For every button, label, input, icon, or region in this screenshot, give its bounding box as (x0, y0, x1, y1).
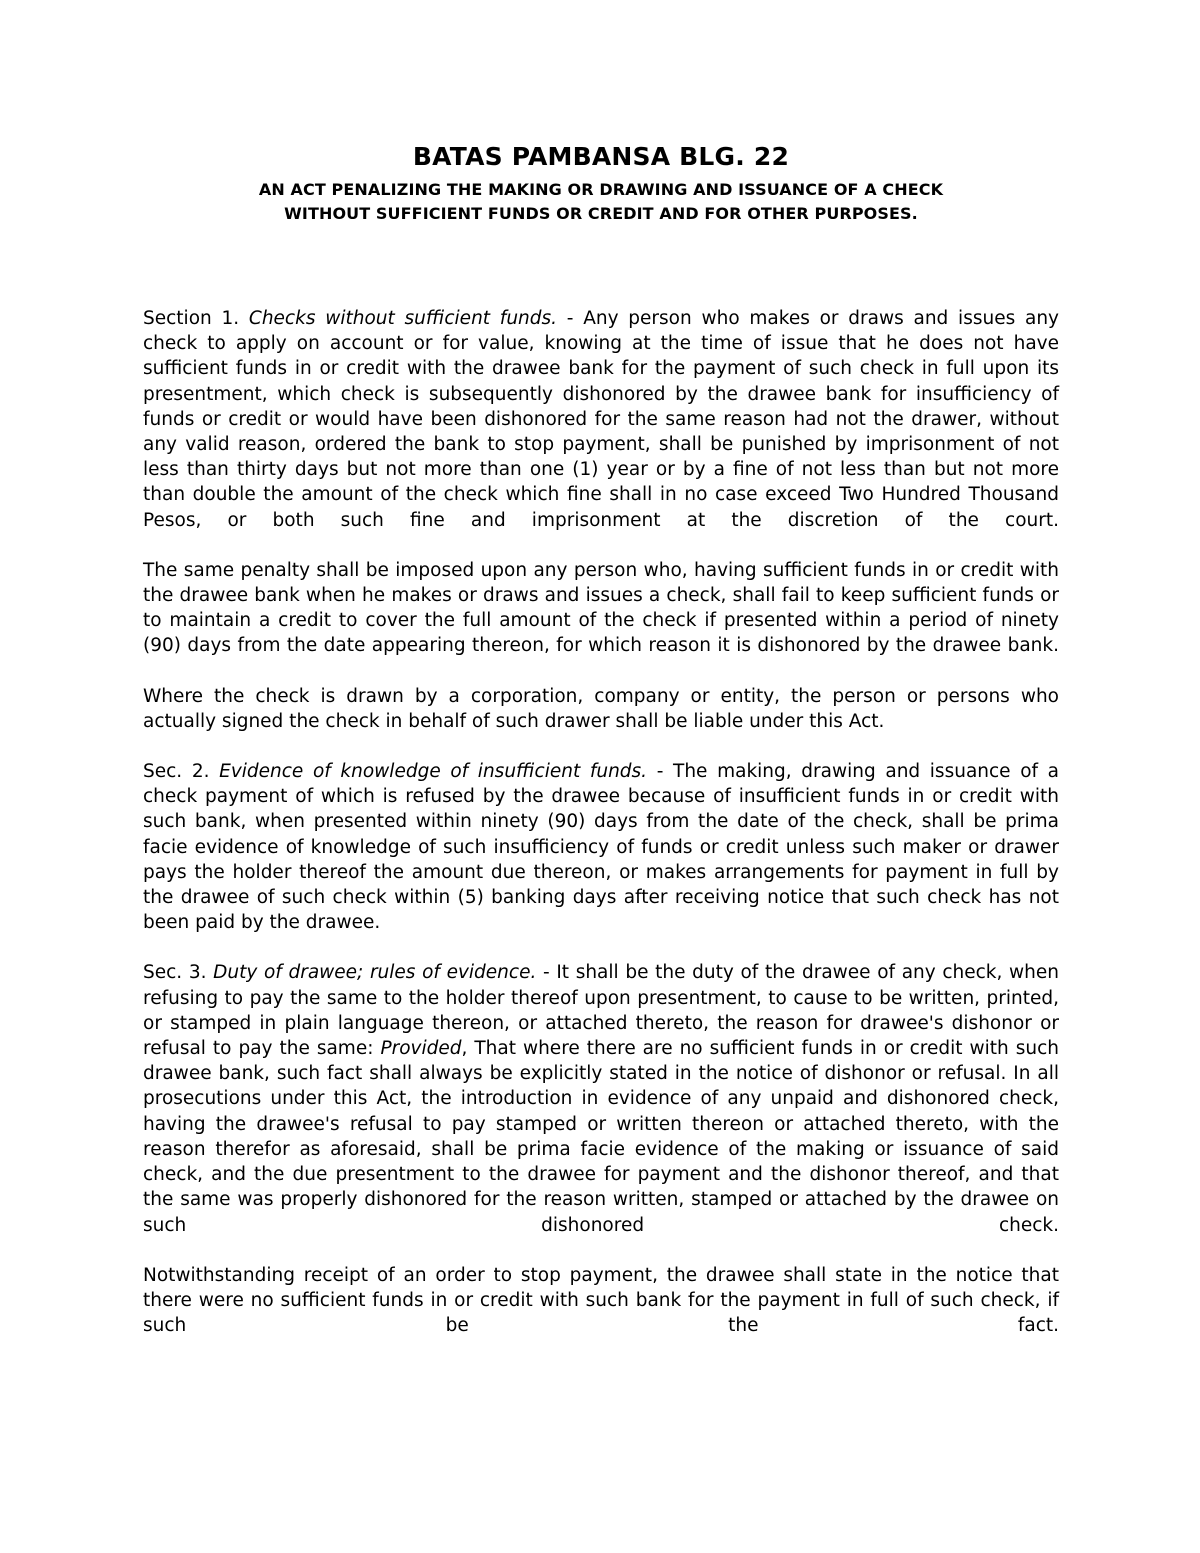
section-1-heading: Checks without sufficient funds. (248, 308, 558, 329)
section-3-paragraph-2: Notwithstanding receipt of an order to stop payment, the drawee shall state in the notice that there were no sufficient funds in or credit with such bank for the payment in full of such check, if such be the fact. (143, 1264, 1059, 1337)
section-3-paragraph (143, 960, 1059, 1237)
section-1-label: Section 1. (143, 308, 249, 329)
document-page (143, 140, 1059, 1363)
section-1-paragraph-3: Where the check is drawn by a corporation, company or entity, the person or persons who actually signed the check in behalf of such drawer shall be liable under this Act. (143, 685, 1059, 732)
section-3-label: Sec. 3. (143, 962, 214, 984)
section-3-proviso: Provided (380, 1038, 462, 1060)
section-2-heading: Evidence of knowledge of insufficient funds. (219, 761, 648, 783)
section-1-text: - Any person who makes or draws and issues any check to apply on account or for value, knowing at the time of issue that he does not have sufficient funds in or credit with the drawee bank for the payment of such check in full upon its presentment, which check is subsequently dishonored by the drawee bank for insufficiency of funds or credit or would have been dishonored for the same reason had not the drawer, without any valid reason, ordered the bank to stop payment, shall be punished by imprisonment of not less than thirty days but not more than one (1) year or by a fine of not less than but not more than double the amount of the check which fine shall in no case exceed Two Hundred Thousand Pesos, or both such fine and imprisonment at the discretion of the court. (143, 308, 1059, 531)
section-1-paragraph (143, 306, 1059, 533)
section-2-paragraph (143, 759, 1059, 935)
section-2-text: - The making, drawing and issuance of a check payment of which is refused by the drawee because of insufficient funds in or credit with such bank, when presented within ninety (90) days from the date of the check, shall be prima facie evidence of knowledge of such insufficiency of funds or credit unless such maker or drawer pays the holder thereof the amount due thereon, or makes arrangements for payment in full by the drawee of such check within (5) banking days after receiving notice that such check has not been paid by the drawee. (143, 761, 1060, 934)
section-1-paragraph-2: The same penalty shall be imposed upon any person who, having sufficient funds in or credit with the drawee bank when he makes or draws and issues a check, shall fail to keep sufficient funds or to maintain a credit to cover the full amount of the check if presented within a period of ninety (90) days from the date appearing thereon, for which reason it is dishonored by the drawee bank. (143, 559, 1059, 657)
document-subtitle-line-2: WITHOUT SUFFICIENT FUNDS OR CREDIT AND FOR OTHER PURPOSES. (284, 204, 918, 223)
document-subtitle-line-1: AN ACT PENALIZING THE MAKING OR DRAWING AND ISSUANCE OF A CHECK (258, 180, 944, 199)
section-3-text-a: - It shall be the duty of the drawee of any check, when refusing to pay the same to the holder thereof upon presentment, to cause to be written, printed, or stamped in plain language thereon, or attached thereto, the reason for drawee's dishonor or refusal to pay the same: (143, 962, 1060, 1060)
section-3-text-b: , That where there are no sufficient funds in or credit with such drawee bank, such fact shall always be explicitly stated in the notice of dishonor or refusal. In all prosecutions under this Act, the introduction in evidence of any unpaid and dishonored check, having the drawee's refusal to pay stamped or written thereon or attached thereto, with the reason therefor as aforesaid, shall be prima facie evidence of the making or issuance of said check, and the due presentment to the drawee for payment and the dishonor thereof, and that the same was properly dishonored for the reason written, stamped or attached by the drawee on such dishonored check. (143, 1038, 1059, 1236)
document-body (143, 306, 1059, 1338)
section-3-heading: Duty of drawee; rules of evidence. (213, 962, 537, 984)
document-title: BATAS PAMBANSA BLG. 22 (412, 142, 790, 171)
section-2-label: Sec. 2. (143, 761, 220, 783)
